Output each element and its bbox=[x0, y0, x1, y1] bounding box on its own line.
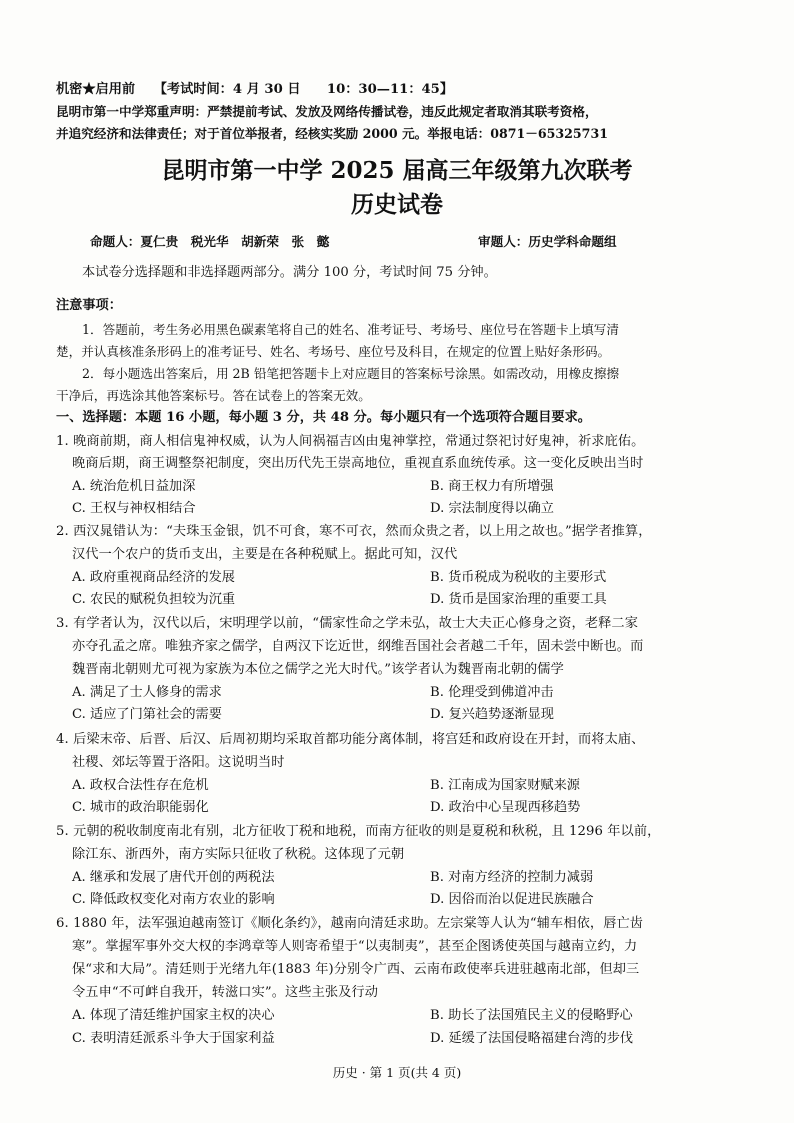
option-a: A. 满足了士人修身的需求 bbox=[72, 685, 222, 700]
question-setters: 命题人：夏仁贵 税光华 胡新荣 张 懿 bbox=[90, 234, 330, 249]
section-heading: 一、选择题：本题 16 小题，每小题 3 分，共 48 分。每小题只有一个选项符合题目要求。 bbox=[56, 410, 591, 425]
option-d: D. 因俗而治以促进民族融合 bbox=[430, 892, 594, 907]
question-stem: 2. 西汉晁错认为：“夫珠玉金银，饥不可食，寒不可衣，然而众贵之者，以上用之故也。”据学者推算， bbox=[56, 524, 652, 539]
secret-label: 机密★启用前 bbox=[56, 82, 136, 97]
option-a: A. 继承和发展了唐代开创的两税法 bbox=[72, 870, 275, 885]
option-b: B. 商王权力有所增强 bbox=[430, 479, 554, 494]
option-a: A. 体现了清廷维护国家主权的决心 bbox=[72, 1008, 275, 1023]
question-stem: 晚商后期，商王调整祭祀制度，突出历代先王崇高地位，重视直系血统传承。这一变化反映出当时 bbox=[72, 456, 644, 471]
note-1a: 1．答题前，考生务必用黑色碳素笔将自己的姓名、准考证号、考场号、座位号在答题卡上填写清 bbox=[82, 322, 619, 337]
note-2a: 2．每小题选出答案后，用 2B 铅笔把答题卡上对应题目的答案标号涂黑。如需改动，用橡皮擦擦 bbox=[82, 366, 620, 381]
statement-line-1: 昆明市第一中学郑重声明：严禁提前考试、发放及网络传播试卷，违反此规定者取消其联考资格， bbox=[56, 104, 598, 119]
option-d: D. 复兴趋势逐渐显现 bbox=[430, 707, 554, 722]
option-b: B. 江南成为国家财赋来源 bbox=[430, 778, 580, 793]
question-stem: 4. 后梁末帝、后晋、后汉、后周初期均采取首都功能分离体制，将宫廷和政府设在开封，而将太庙、 bbox=[56, 732, 645, 747]
exam-intro: 本试卷分选择题和非选择题两部分。满分 100 分，考试时间 75 分钟。 bbox=[82, 265, 497, 280]
question-reviewer: 审题人：历史学科命题组 bbox=[478, 234, 617, 249]
option-c: C. 适应了门第社会的需要 bbox=[72, 707, 222, 722]
question-stem: 1. 晚商前期，商人相信鬼神权威，认为人间祸福吉凶由鬼神掌控，常通过祭祀讨好鬼神，祈求庇佑。 bbox=[56, 434, 645, 449]
question-stem: 保“求和大局”。清廷则于光绪九年(1883 年)分别令广西、云南布政使率兵进驻越南北部，但却三 bbox=[72, 962, 640, 977]
question-stem: 3. 有学者认为，汉代以后，宋明理学以前，“儒家性命之学未弘，故士大夫正心修身之资，老释二家 bbox=[56, 616, 638, 631]
header-line bbox=[56, 80, 746, 100]
option-a: A. 统治危机日益加深 bbox=[72, 479, 196, 494]
option-c: C. 表明清廷派系斗争大于国家利益 bbox=[72, 1031, 275, 1046]
option-c: C. 城市的政治职能弱化 bbox=[72, 800, 209, 815]
exam-time: 【考试时间：4 月 30 日 10：30—11：45】 bbox=[153, 82, 454, 97]
page-footer: 历史 · 第 1 页(共 4 页) bbox=[332, 1065, 462, 1080]
page-title: 昆明市第一中学 2025 届高三年级第九次联考 bbox=[161, 157, 633, 184]
option-b: B. 助长了法国殖民主义的侵略野心 bbox=[430, 1008, 633, 1023]
question-stem: 汉代一个农户的货币支出，主要是在各种税赋上。据此可知，汉代 bbox=[72, 547, 458, 562]
question-stem: 亦夺孔孟之席。唯独齐家之儒学，自两汉下讫近世，纲维吾国社会者越二千年，固未尝中断也。而 bbox=[72, 639, 644, 654]
option-a: A. 政府重视商品经济的发展 bbox=[72, 570, 235, 585]
page-subtitle: 历史试卷 bbox=[351, 191, 443, 218]
option-d: D. 宗法制度得以确立 bbox=[430, 501, 554, 516]
option-b: B. 对南方经济的控制力减弱 bbox=[430, 870, 594, 885]
option-c: C. 农民的赋税负担较为沉重 bbox=[72, 592, 236, 607]
question-stem: 除江东、浙西外，南方实际只征收了秋税。这体现了元朝 bbox=[72, 847, 405, 862]
question-stem: 令五申“不可衅自我开，转滋口实”。这些主张及行动 bbox=[72, 985, 379, 1000]
question-stem: 寒”。掌握军事外交大权的李鸿章等人则寄希望于“以夷制夷”，甚至企图诱使英国与越南立约，力 bbox=[72, 939, 638, 954]
notes-heading: 注意事项： bbox=[56, 298, 122, 313]
option-b: B. 货币税成为税收的主要形式 bbox=[430, 570, 607, 585]
option-a: A. 政权合法性存在危机 bbox=[72, 778, 209, 793]
question-stem: 6. 1880 年，法军强迫越南签订《顺化条约》，越南向清廷求助。左宗棠等人认为“辅车相依，唇亡齿 bbox=[56, 916, 644, 931]
option-d: D. 延缓了法国侵略福建台湾的步伐 bbox=[430, 1031, 634, 1046]
question-stem: 5. 元朝的税收制度南北有别，北方征收丁税和地税，而南方征收的则是夏税和秋税，且 1296 年以前， bbox=[56, 824, 661, 839]
option-c: C. 降低政权变化对南方农业的影响 bbox=[72, 892, 275, 907]
question-stem: 魏晋南北朝则尤可视为家族为本位之儒学之光大时代。”该学者认为魏晋南北朝的儒学 bbox=[72, 662, 564, 677]
option-c: C. 王权与神权相结合 bbox=[72, 501, 196, 516]
question-stem: 社稷、郊坛等置于洛阳。这说明当时 bbox=[72, 755, 285, 770]
note-1b: 楚，并认真核准条形码上的准考证号、姓名、考场号、座位号及科目，在规定的位置上贴好条形码。 bbox=[56, 344, 611, 359]
statement-line-2: 并追究经济和法律责任；对于首位举报者，经核实奖励 2000 元。举报电话：0871－65325731 bbox=[56, 126, 608, 141]
option-b: B. 伦理受到佛道冲击 bbox=[430, 685, 554, 700]
option-d: D. 政治中心呈现西移趋势 bbox=[430, 800, 581, 815]
note-2b: 干净后，再选涂其他答案标号。答在试卷上的答案无效。 bbox=[56, 388, 371, 403]
option-d: D. 货币是国家治理的重要工具 bbox=[430, 592, 607, 607]
